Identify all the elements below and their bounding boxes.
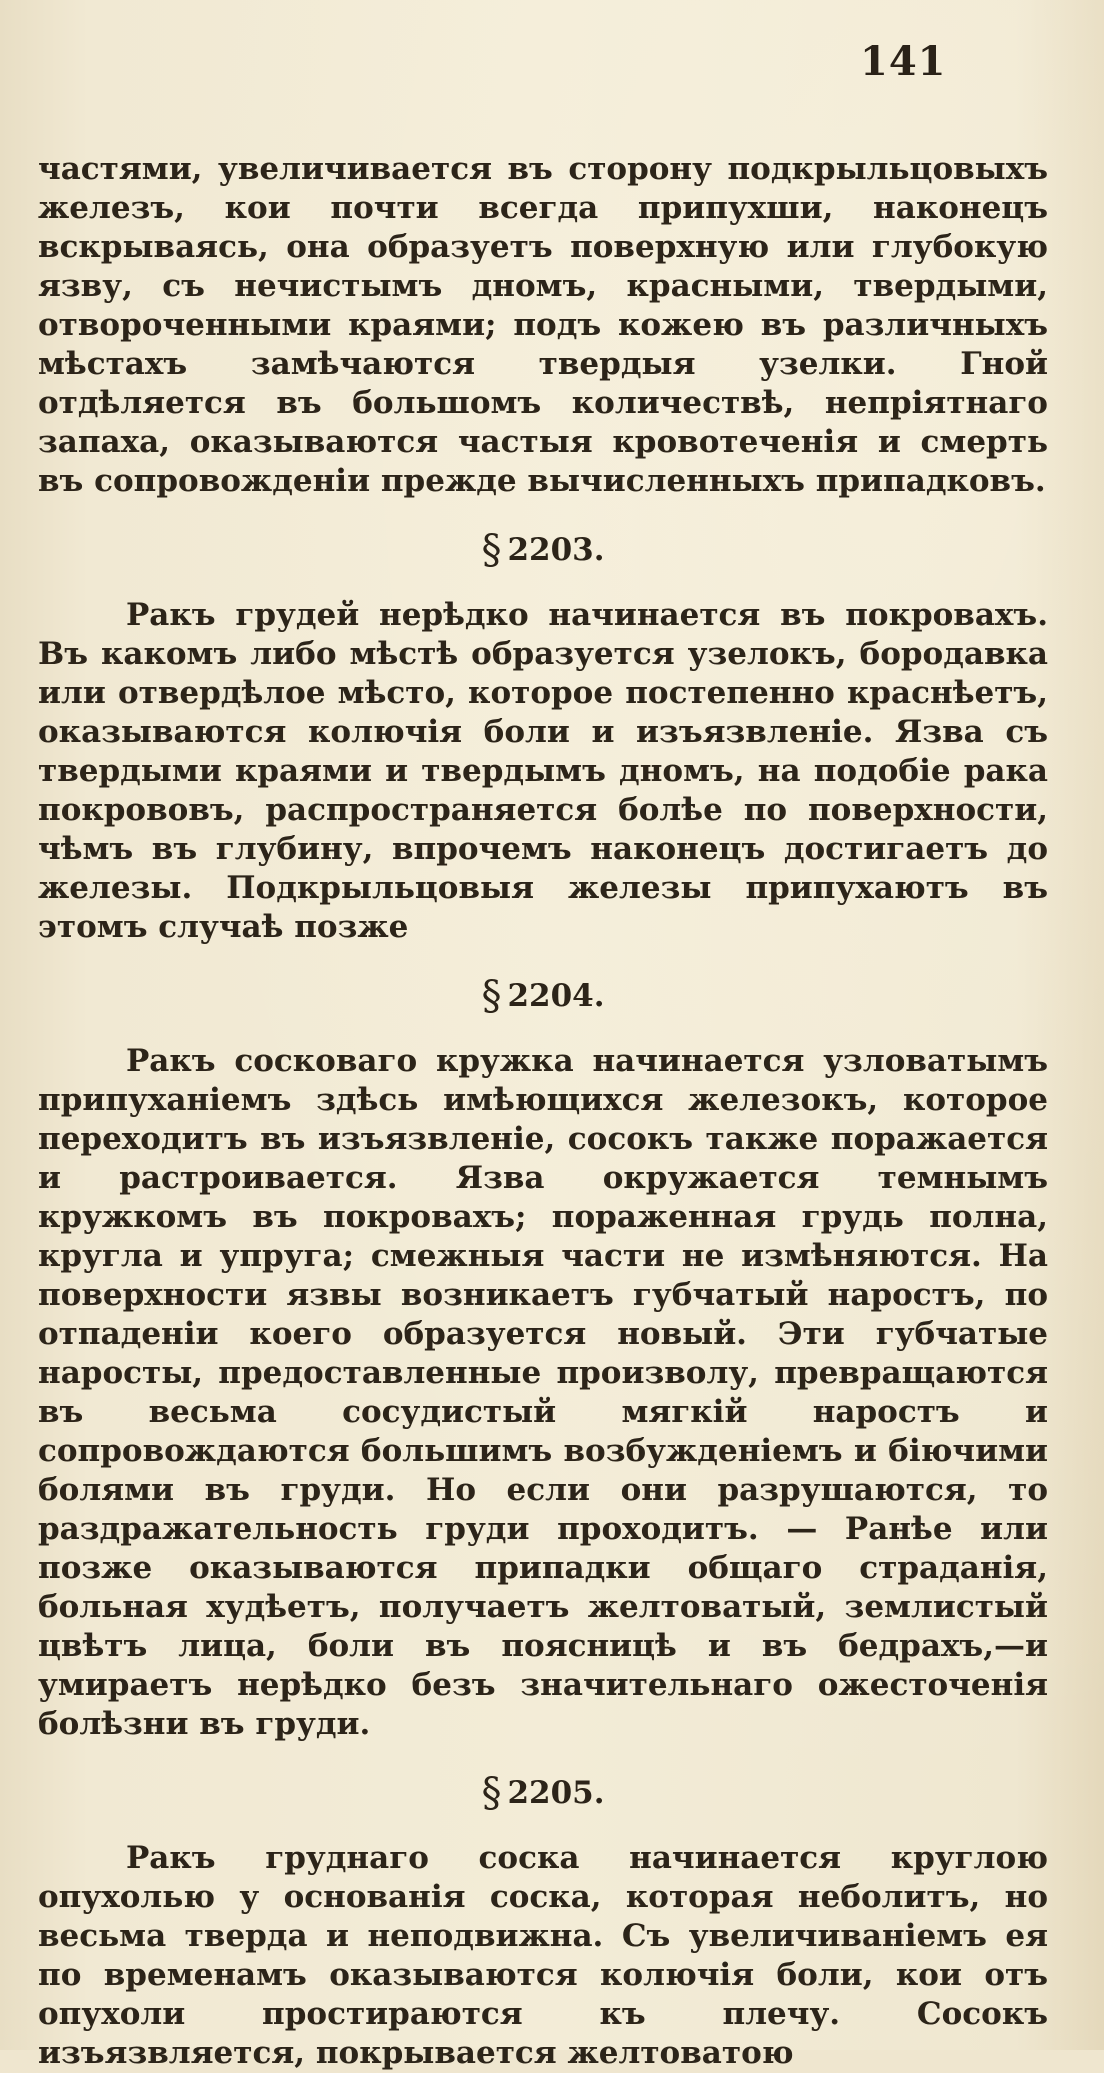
paragraph-2205: Ракъ груднаго соска начинается круглою опухолью у основанія соска, которая неболитъ, но весьма тверда и неподвижна. Съ увеличиваніемъ ея по временамъ оказываются колючія боли, кои отъ опухоли простираются къ плечу. Сосокъ изъязвляется, покрывается желтоватою bbox=[38, 1840, 1048, 2071]
text-column bbox=[38, 150, 1048, 2073]
paragraph-2204: Ракъ сосковаго кружка начинается узловатымъ припуханіемъ здѣсь имѣющихся железокъ, которое переходитъ въ изъязвленіе, сосокъ также поражается и растроивается. Язва окружается темнымъ кружкомъ въ покровахъ; пораженная грудь полна, кругла и упруга; смежныя части не измѣняются. На поверхности язвы возникаетъ губчатый наростъ, по отпаденіи коего образуется новый. Эти губчатые наросты, предоставленные произволу, превращаются въ весьма сосудистый мягкій наростъ и сопровождаются большимъ возбужденіемъ и біючими болями въ груди. Но если они разрушаются, то раздражательность груди проходитъ. — Ранѣе или позже оказываются припадки общаго страданія, больная худѣетъ, получаетъ желтоватый, землистый цвѣтъ лица, боли въ поясницѣ и въ бедрахъ,—и умираетъ нерѣдко безъ значительнаго ожесточенія болѣзни въ груди. bbox=[38, 1043, 1048, 1742]
section-heading-2205 bbox=[38, 1770, 1048, 1816]
section-symbol: § bbox=[481, 1770, 502, 1816]
section-heading-2204 bbox=[38, 973, 1048, 1019]
page-number: 141 bbox=[860, 38, 947, 85]
section-symbol: § bbox=[481, 527, 502, 573]
section-number: 2204. bbox=[507, 978, 605, 1014]
section-heading-2203 bbox=[38, 527, 1048, 573]
section-number: 2205. bbox=[507, 1775, 605, 1811]
paragraph-continuation: частями, увеличивается въ сторону подкрыльцовыхъ железъ, кои почти всегда припухши, наконецъ вскрываясь, она образуетъ поверхную или глубокую язву, съ нечистымъ дномъ, красными, твердыми, отвороченными краями; подъ кожею въ различныхъ мѣстахъ замѣчаются твердыя узелки. Гной отдѣляется въ большомъ количествѣ, непріятнаго запаха, оказываются частыя кровотеченія и смерть въ сопровожденіи прежде вычисленныхъ припадковъ. bbox=[38, 151, 1048, 499]
paragraph-2203: Ракъ грудей нерѣдко начинается въ покровахъ. Въ какомъ либо мѣстѣ образуется узелокъ, бородавка или отвердѣлое мѣсто, которое постепенно краснѣетъ, оказываются колючія боли и изъязвленіе. Язва съ твердыми краями и твердымъ дномъ, на подобіе рака покрововъ, распространяется болѣе по поверхности, чѣмъ въ глубину, впрочемъ наконецъ достигаетъ до железы. Подкрыльцовыя железы припухаютъ въ этомъ случаѣ позже bbox=[38, 597, 1048, 945]
section-symbol: § bbox=[481, 973, 502, 1019]
section-number: 2203. bbox=[507, 532, 605, 568]
